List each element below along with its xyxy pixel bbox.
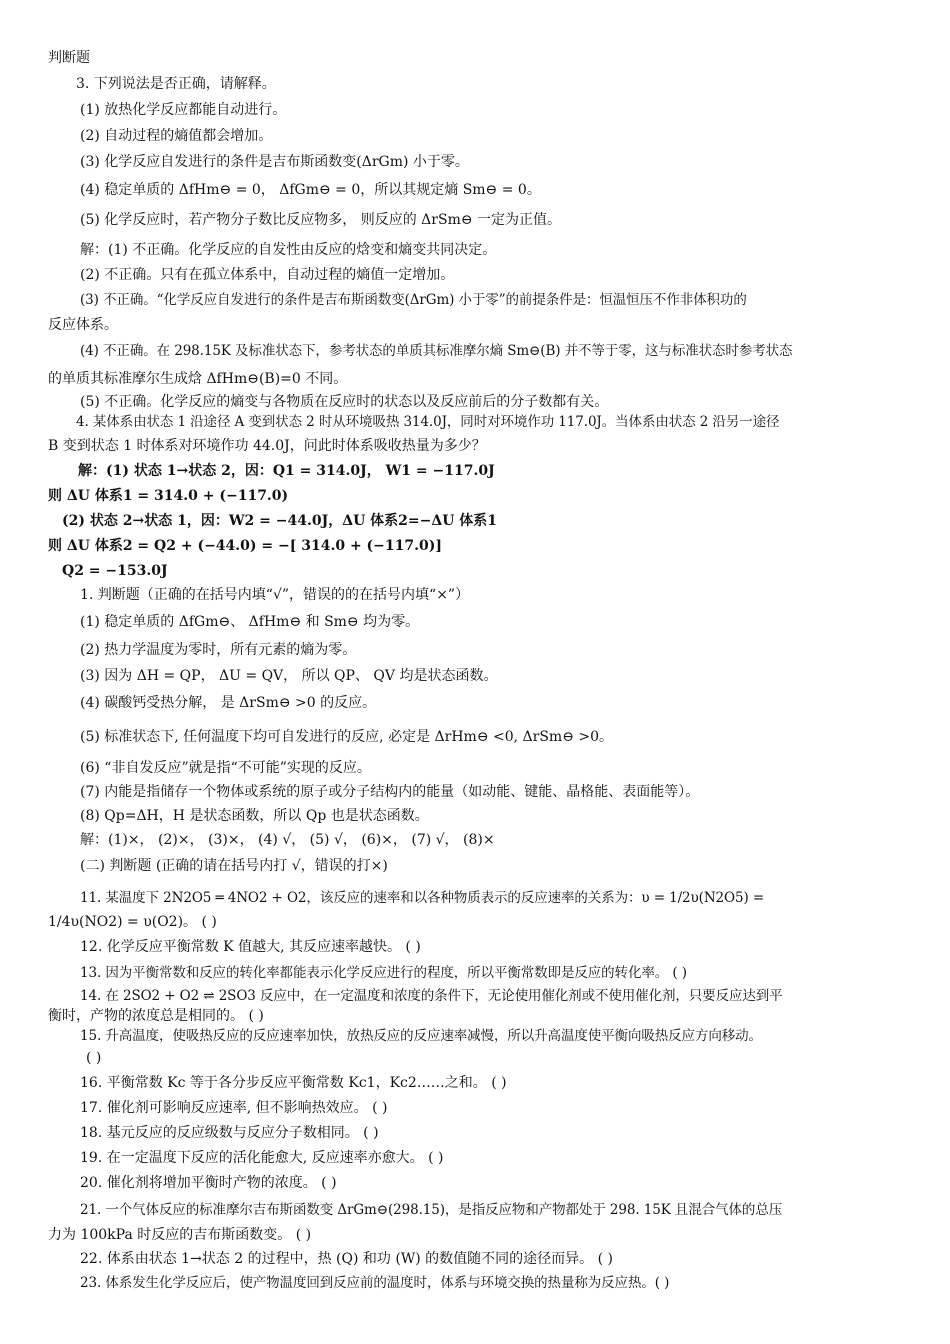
item-12: 12. 化学反应平衡常数 K 值越大, 其反应速率越快。 ( ) [80, 939, 421, 955]
item-21-cont: 力为 100kPa 时反应的吉布斯函数变。 ( ) [48, 1227, 312, 1243]
solution-result: Q2 = −153.0J [62, 563, 168, 579]
question-4: 4. 某体系由状态 1 沿途径 A 变到状态 2 时从环境吸热 314.0J，同时对环境作功 117.0J。当体系由状态 2 沿另一途径 [76, 414, 780, 430]
solution-step-2: 则 ΔU 体系1 = 314.0 + (−117.0) [48, 488, 289, 504]
judgement-title: 1. 判断题（正确的在括号内填“√”，错误的的在括号内填“×”） [80, 587, 470, 603]
judgement-8: (8) Qp=ΔH，H 是状态函数，所以 Qp 也是状态函数。 [80, 808, 429, 824]
statement-5: (5) 化学反应时，若产物分子数比反应物多， 则反应的 ΔrSm⊖ 一定为正值。 [80, 212, 562, 228]
item-16: 16. 平衡常数 Kc 等于各分步反应平衡常数 Kc1，Kc2……之和。 ( ) [80, 1075, 507, 1091]
item-15: 15. 升高温度，使吸热反应的反应速率加快，放热反应的反应速率减慢，所以升高温度使平衡向吸热反应方向移动。 [80, 1028, 762, 1044]
item-11: 11. 某温度下 2N2O5 ═ 4NO2 + O2，该反应的速率和以各种物质表示的反应速率的关系为：υ = 1/2υ(N2O5) = [80, 890, 765, 906]
item-17: 17. 催化剂可影响反应速率, 但不影响热效应。 ( ) [80, 1100, 388, 1116]
question-4-cont: B 变到状态 1 时体系对环境作功 44.0J，问此时体系吸收热量为多少？ [48, 438, 486, 454]
solution-step-3: (2) 状态 2→状态 1，因：W2 = −44.0J，ΔU 体系2=−ΔU 体系1 [62, 513, 498, 529]
item-18: 18. 基元反应的反应级数与反应分子数相同。 ( ) [80, 1125, 379, 1141]
answer-3-cont: 反应体系。 [48, 317, 118, 333]
answer-4: (4) 不正确。在 298.15K 及标准状态下，参考状态的单质其标准摩尔熵 Sm⊖(B) 并不等于零，这与标准状态时参考状态 [80, 343, 793, 359]
item-11-cont: 1/4υ(NO2) = υ(O2)。 ( ) [48, 914, 217, 930]
item-20: 20. 催化剂将增加平衡时产物的浓度。 ( ) [80, 1175, 337, 1191]
answer-3: (3) 不正确。“化学反应自发进行的条件是吉布斯函数变(ΔrGm) 小于零”的前提条件是：恒温恒压不作非体积功的 [80, 292, 747, 308]
solution-step-1: 解：(1) 状态 1→状态 2，因：Q1 = 314.0J， W1 = −117.0J [78, 463, 495, 479]
answer-5: (5) 不正确。化学反应的熵变与各物质在反应时的状态以及反应前后的分子数都有关。 [80, 394, 609, 410]
item-23: 23. 体系发生化学反应后，使产物温度回到反应前的温度时，体系与环境交换的热量称为反应热。( ) [80, 1275, 670, 1291]
judgement-3: (3) 因为 ΔH = QP， ΔU = QV， 所以 QP、 QV 均是状态函数。 [80, 668, 498, 684]
statement-3: (3) 化学反应自发进行的条件是吉布斯函数变(ΔrGm) 小于零。 [80, 154, 469, 170]
item-13: 13. 因为平衡常数和反应的转化率都能表示化学反应进行的程度，所以平衡常数即是反应的转化率。 ( ) [80, 965, 687, 981]
statement-4: (4) 稳定单质的 ΔfHm⊖ = 0， ΔfGm⊖ = 0，所以其规定熵 Sm⊖ = 0。 [80, 182, 541, 198]
section-heading: 判断题 [48, 50, 90, 66]
judgement-7: (7) 内能是指储存一个物体或系统的原子或分子结构内的能量（如动能、键能、晶格能、表面能等）。 [80, 784, 700, 800]
answer-4-cont: 的单质其标准摩尔生成焓 ΔfHm⊖(B)=0 不同。 [48, 371, 348, 387]
answer-2: (2) 不正确。只有在孤立体系中，自动过程的熵值一定增加。 [80, 267, 455, 283]
item-14: 14. 在 2SO2 + O2 ⇌ 2SO3 反应中，在一定温度和浓度的条件下，无论使用催化剂或不使用催化剂，只要反应达到平 [80, 988, 783, 1004]
solution-step-4: 则 ΔU 体系2 = Q2 + (−44.0) = −[ 314.0 + (−117.0)] [48, 538, 442, 554]
section-2-title: (二) 判断题 (正确的请在括号内打 √，错误的打×) [80, 858, 388, 874]
item-22: 22. 体系由状态 1→状态 2 的过程中，热 (Q) 和功 (W) 的数值随不同的途径而异。 ( ) [80, 1251, 613, 1267]
statement-1: (1) 放热化学反应都能自动进行。 [80, 102, 287, 118]
judgement-1: (1) 稳定单质的 ΔfGm⊖、 ΔfHm⊖ 和 Sm⊖ 均为零。 [80, 614, 420, 630]
judgement-5: (5) 标准状态下, 任何温度下均可自发进行的反应, 必定是 ΔrHm⊖ <0, ΔrSm⊖ >0。 [80, 729, 614, 745]
judgement-4: (4) 碳酸钙受热分解， 是 ΔrSm⊖ >0 的反应。 [80, 695, 377, 711]
item-14-cont: 衡时，产物的浓度总是相同的。 ( ) [48, 1008, 264, 1024]
judgement-answers: 解：(1)×， (2)×， (3)×， (4) √， (5) √， (6)×， (7) √， (8)× [80, 832, 495, 848]
item-15-cont: ( ) [86, 1050, 102, 1066]
question-3: 3. 下列说法是否正确，请解释。 [76, 76, 276, 92]
item-21: 21. 一个气体反应的标准摩尔吉布斯函数变 ΔrGm⊖(298.15)，是指反应物和产物都处于 298. 15K 且混合气体的总压 [80, 1202, 783, 1218]
judgement-2: (2) 热力学温度为零时，所有元素的熵为零。 [80, 642, 357, 658]
answer-1: 解：(1) 不正确。化学反应的自发性由反应的焓变和熵变共同决定。 [80, 242, 497, 258]
statement-2: (2) 自动过程的熵值都会增加。 [80, 128, 273, 144]
item-19: 19. 在一定温度下反应的活化能愈大, 反应速率亦愈大。 ( ) [80, 1150, 444, 1166]
judgement-6: (6) “非自发反应”就是指“不可能”实现的反应。 [80, 760, 371, 776]
